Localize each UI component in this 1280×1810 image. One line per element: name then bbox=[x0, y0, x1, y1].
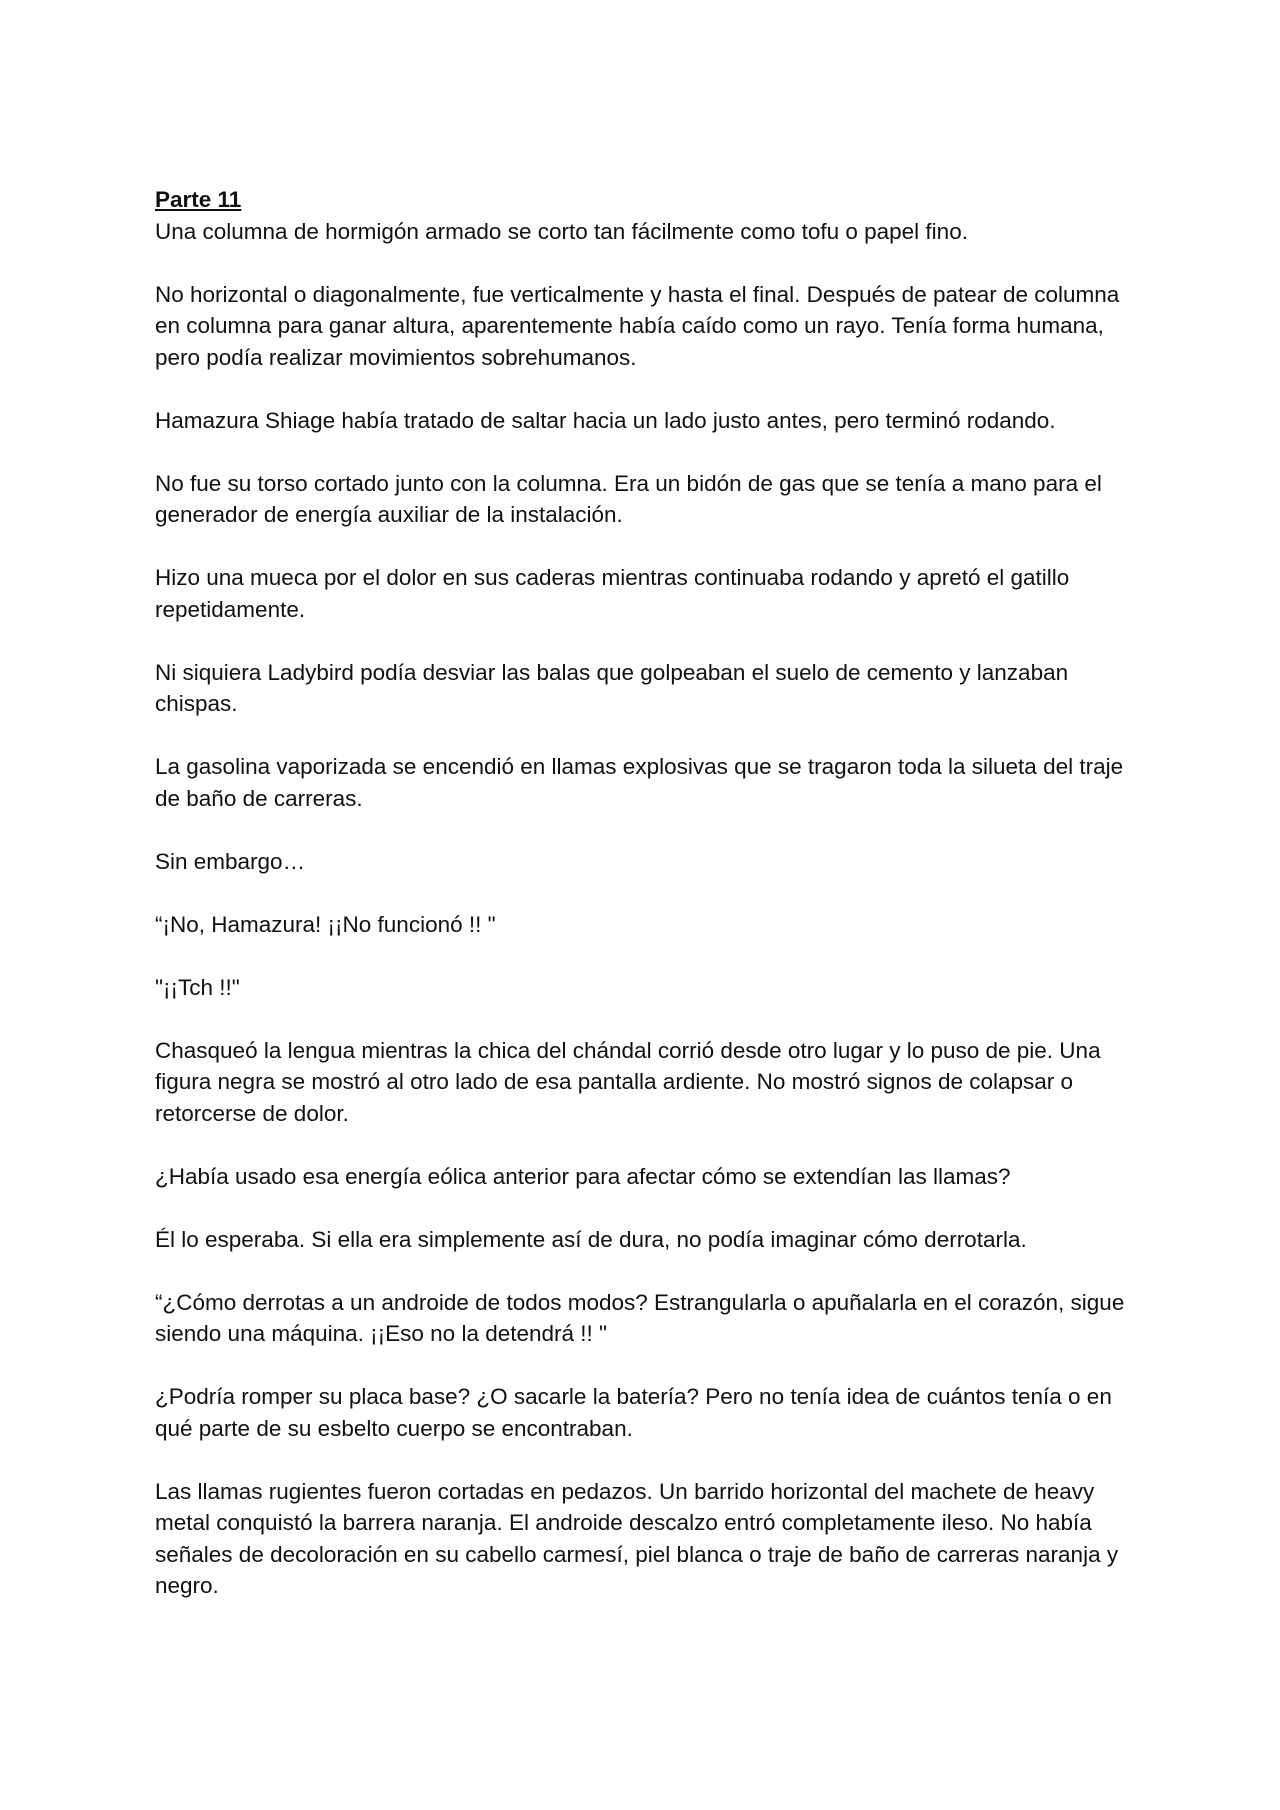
paragraph: La gasolina vaporizada se encendió en llamas explosivas que se tragaron toda la silueta del traje de baño de carreras. bbox=[155, 754, 1124, 811]
paragraph: Sin embargo… bbox=[155, 848, 306, 874]
paragraph: Chasqueó la lengua mientras la chica del chándal corrió desde otro lugar y lo puso de pie. Una figura negra se mostró al otro lado de esa pantalla ardiente. No mostró signos de colapsar o retorcerse de dolor. bbox=[155, 1037, 1101, 1126]
paragraph: ¿Podría romper su placa base? ¿O sacarle la batería? Pero no tenía idea de cuántos tenía o en qué parte de su esbelto cuerpo se encontraban. bbox=[155, 1384, 1112, 1441]
document-page bbox=[155, 184, 1145, 1633]
paragraph: "¡¡Tch !!" bbox=[155, 974, 240, 1000]
paragraph: “¡No, Hamazura! ¡¡No funcionó !! " bbox=[155, 911, 496, 937]
section-title: Parte 11 bbox=[155, 187, 242, 212]
paragraph: No fue su torso cortado junto con la columna. Era un bidón de gas que se tenía a mano para el generador de energía auxiliar de la instalación. bbox=[155, 470, 1102, 527]
paragraph: Una columna de hormigón armado se corto tan fácilmente como tofu o papel fino. bbox=[155, 218, 968, 244]
paragraph: Hamazura Shiage había tratado de saltar hacia un lado justo antes, pero terminó rodando. bbox=[155, 407, 1056, 433]
paragraph: Las llamas rugientes fueron cortadas en pedazos. Un barrido horizontal del machete de heavy metal conquistó la barrera naranja. El androide descalzo entró completamente ileso. No había señales de decoloración en su cabello carmesí, piel blanca o traje de baño de carreras naranja y negro. bbox=[155, 1478, 1119, 1598]
paragraph: ¿Había usado esa energía eólica anterior para afectar cómo se extendían las llamas? bbox=[155, 1163, 1011, 1189]
paragraph: Él lo esperaba. Si ella era simplemente así de dura, no podía imaginar cómo derrotarla. bbox=[155, 1226, 1027, 1252]
paragraph: “¿Cómo derrotas a un androide de todos modos? Estrangularla o apuñalarla en el corazón, sigue siendo una máquina. ¡¡Eso no la detendrá !! " bbox=[155, 1289, 1125, 1346]
paragraph: Hizo una mueca por el dolor en sus caderas mientras continuaba rodando y apretó el gatillo repetidamente. bbox=[155, 565, 1070, 622]
paragraph: No horizontal o diagonalmente, fue verticalmente y hasta el final. Después de patear de columna en columna para ganar altura, aparentemente había caído como un rayo. Tenía forma humana, pero podía realizar movimientos sobrehumanos. bbox=[155, 281, 1120, 370]
paragraph: Ni siquiera Ladybird podía desviar las balas que golpeaban el suelo de cemento y lanzaban chispas. bbox=[155, 659, 1069, 716]
